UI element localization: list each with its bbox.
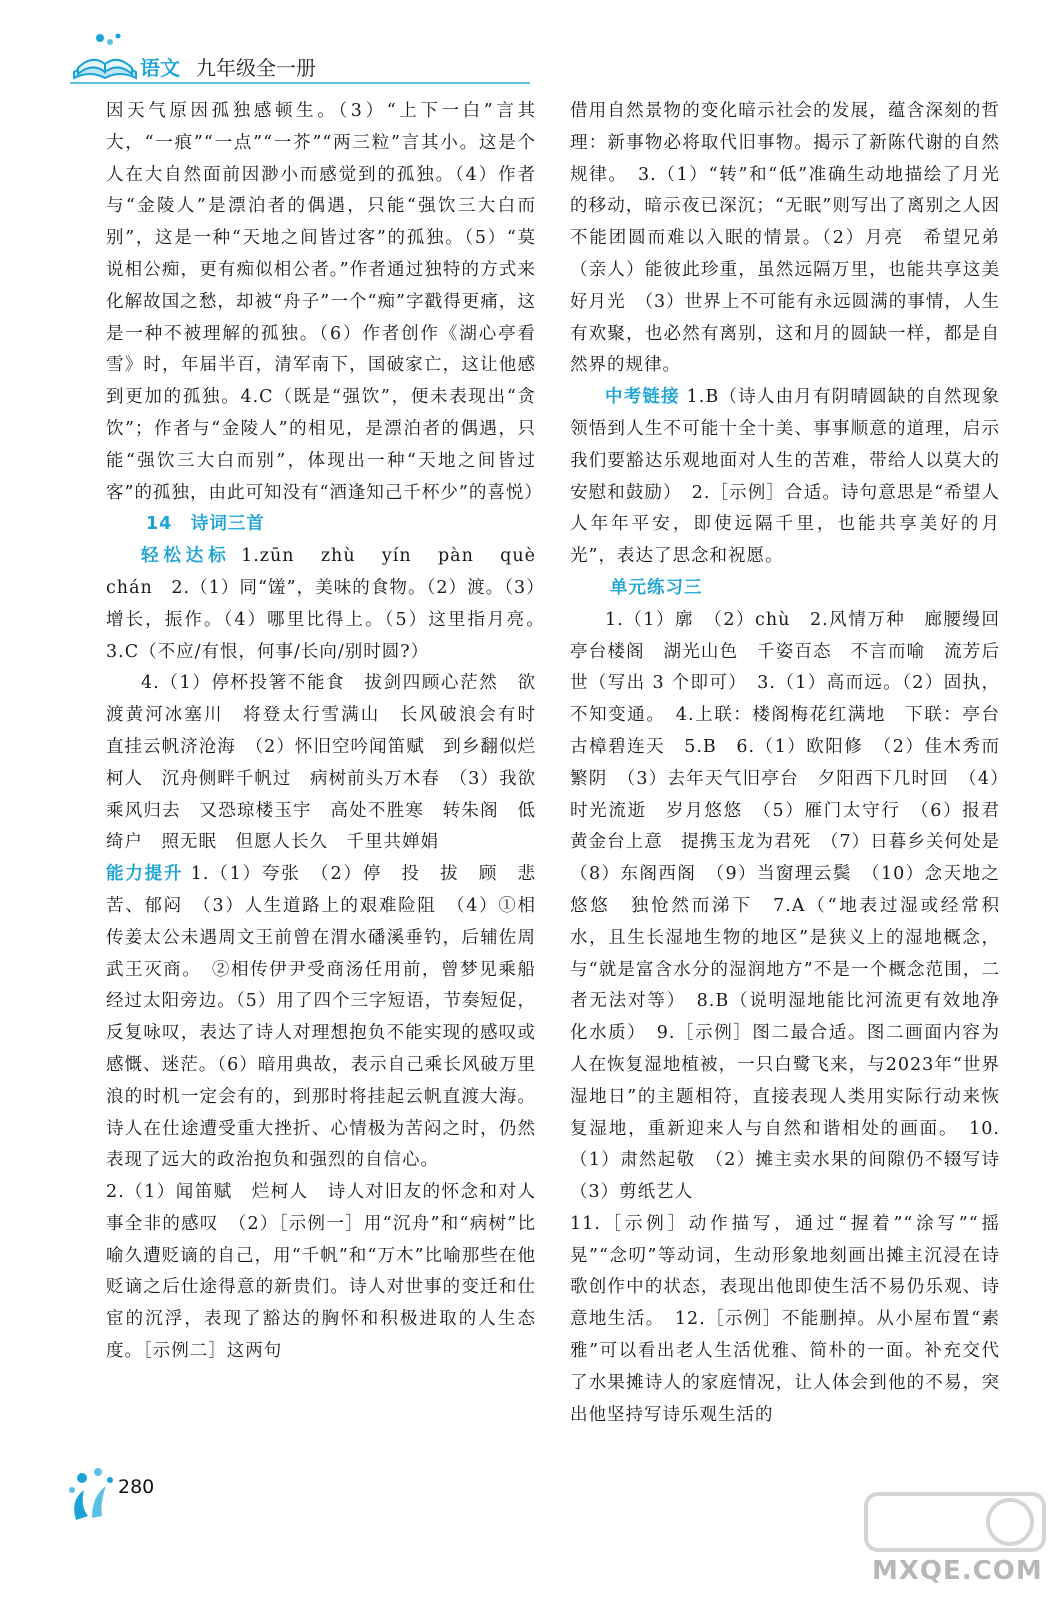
- answer-paragraph: 11.［示例］动作描写，通过“握着”“涂写”“摇晃”“念叨”等动词，生动形象地刻画出摊主沉浸在诗歌创作中的状态，表现出他即使生活不易仍乐观、诗意地生活。 12.［示例］不能删掉。从小屋布置“素雅”可以看出老人生活优雅、简朴的一面。补充交代了水果摊诗人的家庭情况，让人体会到他的不易，突出他坚持写诗乐观生活的: [570, 1213, 1000, 1425]
- ability-answers: 1.（1）夸张 （2）停 投 拔 顾 悲苦、郁闷 （3）人生道路上的艰难险阻 （4）①相传姜太公未遇周文王前曾在渭水磻溪垂钓，后辅佐周武王灭商。 ②相传伊尹受商汤任用前，曾梦见乘船经过太阳旁边。（5）用了四个三字短语，节奏短促，反复咏叹，表达了诗人对理想抱负不能实现的感叹或感慨、迷茫。（6）暗用典故，表示自己乘长风破万里浪的时机一定会有的，到那时将挂起云帆直渡大海。诗人在仕途遭受重大挫折、心情极为苦闷之时，仍然表现了远大的政治抱负和强烈的自信心。: [106, 864, 536, 1171]
- right-column: [570, 96, 1019, 1431]
- exam-answers: 1.B（诗人由月有阴晴圆缺的自然现象领悟到人生不可能十全十美、事事顺意的道理，启示我们要豁达乐观地面对人生的苦难，带给人以莫大的安慰和鼓励） 2.［示例］合适。诗句意思是“希望人人年年平安，即使远隔千里，也能共享美好的月光”，表达了思念和祝愿。: [570, 387, 1000, 567]
- answer-paragraph: 1.（1）廓 （2）chù 2.风情万种 廊腰缦回 亭台楼阁 湖光山色 千姿百态 不言而喻 流芳后世（写出 3 个即可） 3.（1）高而远。（2）固执，不知变通。 4.上联：楼阁梅花红满地 下联：亭台古樟碧连天 5.B 6.（1）欧阳修 （2）佳木秀而繁阴 （3）去年天气旧亭台 夕阳西下几时回 （4）时光流逝 岁月悠悠 （5）雁门太守行 （6）报君黄金台上意 提携玉龙为君死 （7）日暮乡关何处是 （8）东阁西阁 （9）当窗理云鬓 （10）念天地之悠悠 独怆然而涕下 7.A（“地表过湿或经常积水，且生长湿地生物的地区”是狭义上的湿地概念，与“就是富含水分的湿润地方”不是一个概念范围，二者无法对等） 8.B（说明湿地能比河流更有效地净化水质） 9.［示例］图二最合适。图二画面内容为人在恢复湿地植被，一只白鹭飞来，与2023年“世界湿地日”的主题相符，直接表现人类用实际行动来恢复湿地，重新迎来人与自然和谐相处的画面。 10.（1）肃然起敬 （2）摊主卖水果的间隙仍不辍写诗 （3）剪纸艺人: [570, 609, 1019, 1203]
- answer-paragraph: [106, 859, 536, 1177]
- answer-paragraph: [570, 382, 1000, 573]
- answer-paragraph: 4.（1）停杯投箸不能食 拔剑四顾心茫然 欲渡黄河冰塞川 将登太行雪满山 长风破浪会有时 直挂云帆济沧海 （2）怀旧空吟闻笛赋 到乡翻似烂柯人 沉舟侧畔千帆过 病树前头万木春 （3）我欲乘风归去 又恐琼楼玉宇 高处不胜寒 转朱阁 低绮户 照无眠 但愿人长久 千里共婵娟: [106, 673, 555, 853]
- header-subject: 语文: [140, 56, 180, 80]
- unit-title: 单元练习三: [610, 577, 703, 598]
- left-column: [106, 96, 555, 1368]
- page-header: [0, 0, 1064, 92]
- answer-paragraph: [106, 541, 555, 668]
- watermark-text: MXQE.COM: [872, 1556, 1043, 1586]
- answer-paragraph: 借用自然景物的变化暗示社会的发展，蕴含深刻的哲理：新事物必将取代旧事物。揭示了新陈代谢的自然规律。 3.（1）“转”和“低”准确生动地描绘了月光的移动，暗示夜已深沉；“无眠”则写出了离别之人因不能团圆而难以入眠的情景。（2）月亮 希望兄弟（亲人）能彼此珍重，虽然远隔万里，也能共享这美好月光 （3）世界上不可能有永远圆满的事情，人生有欢聚，也必然有离别，这和月的圆缺一样，都是自然界的规律。: [570, 101, 1000, 376]
- answer-paragraph: 2.（1）闻笛赋 烂柯人 诗人对旧友的怀念和对人事全非的感叹 （2）［示例一］用“沉舟”和“病树”比喻久遭贬谪的自己，用“千帆”和“万木”比喻那些在他贬谪之后仕途得意的新贵们。诗人对世事的变迁和仕宦的沉浮，表现了豁达的胸怀和积极进取的人生态度。［示例二］这两句: [106, 1182, 536, 1362]
- header-grade: 九年级全一册: [196, 56, 316, 80]
- splash-decoration-icon: [62, 1460, 122, 1530]
- answer-paragraph: 因天气原因孤独感顿生。（3）“上下一白”言其大，“一痕”“一点”“一芥”“两三粒”言其小。这是个人在大自然面前因渺小而感觉到的孤独。（4）作者与“金陵人”是漂泊者的偶遇，只能“强饮三大白而别”，这是一种“天地之间皆过客”的孤独。（5）“莫说相公痴，更有痴似相公者。”作者通过独特的方式来化解故国之愁，却被“舟子”一个“痴”字戳得更痛，这是一种不被理解的孤独。（6）作者创作《湖心亭看雪》时，年届半百，清军南下，国破家亡，这让他感到更加的孤独。4.C（既是“强饮”，便未表现出“贪饮”；作者与“金陵人”的相见，是漂泊者的偶遇，只能“强饮三大白而别”，体现出一种“天地之间皆过客”的孤独，由此可知没有“酒逢知己千杯少”的喜悦）: [106, 101, 543, 503]
- section-tag-ability: 能力提升: [106, 864, 184, 885]
- section-tag-exam: 中考链接: [605, 387, 680, 408]
- header-divider: [70, 82, 530, 84]
- open-book-icon: [70, 28, 140, 82]
- easy-answers: 1.zūn zhù yín pàn què chán 2.（1）同“馐”，美味的食物。（2）渡。（3）增长，振作。（4）哪里比得上。（5）这里指月亮。 3.C（不应/有恨，何事/长向/别时圆?）: [106, 546, 555, 662]
- lesson-title: 14 诗词三首: [146, 514, 265, 535]
- page-number: 280: [118, 1476, 155, 1498]
- section-tag-easy: 轻松达标: [141, 546, 231, 567]
